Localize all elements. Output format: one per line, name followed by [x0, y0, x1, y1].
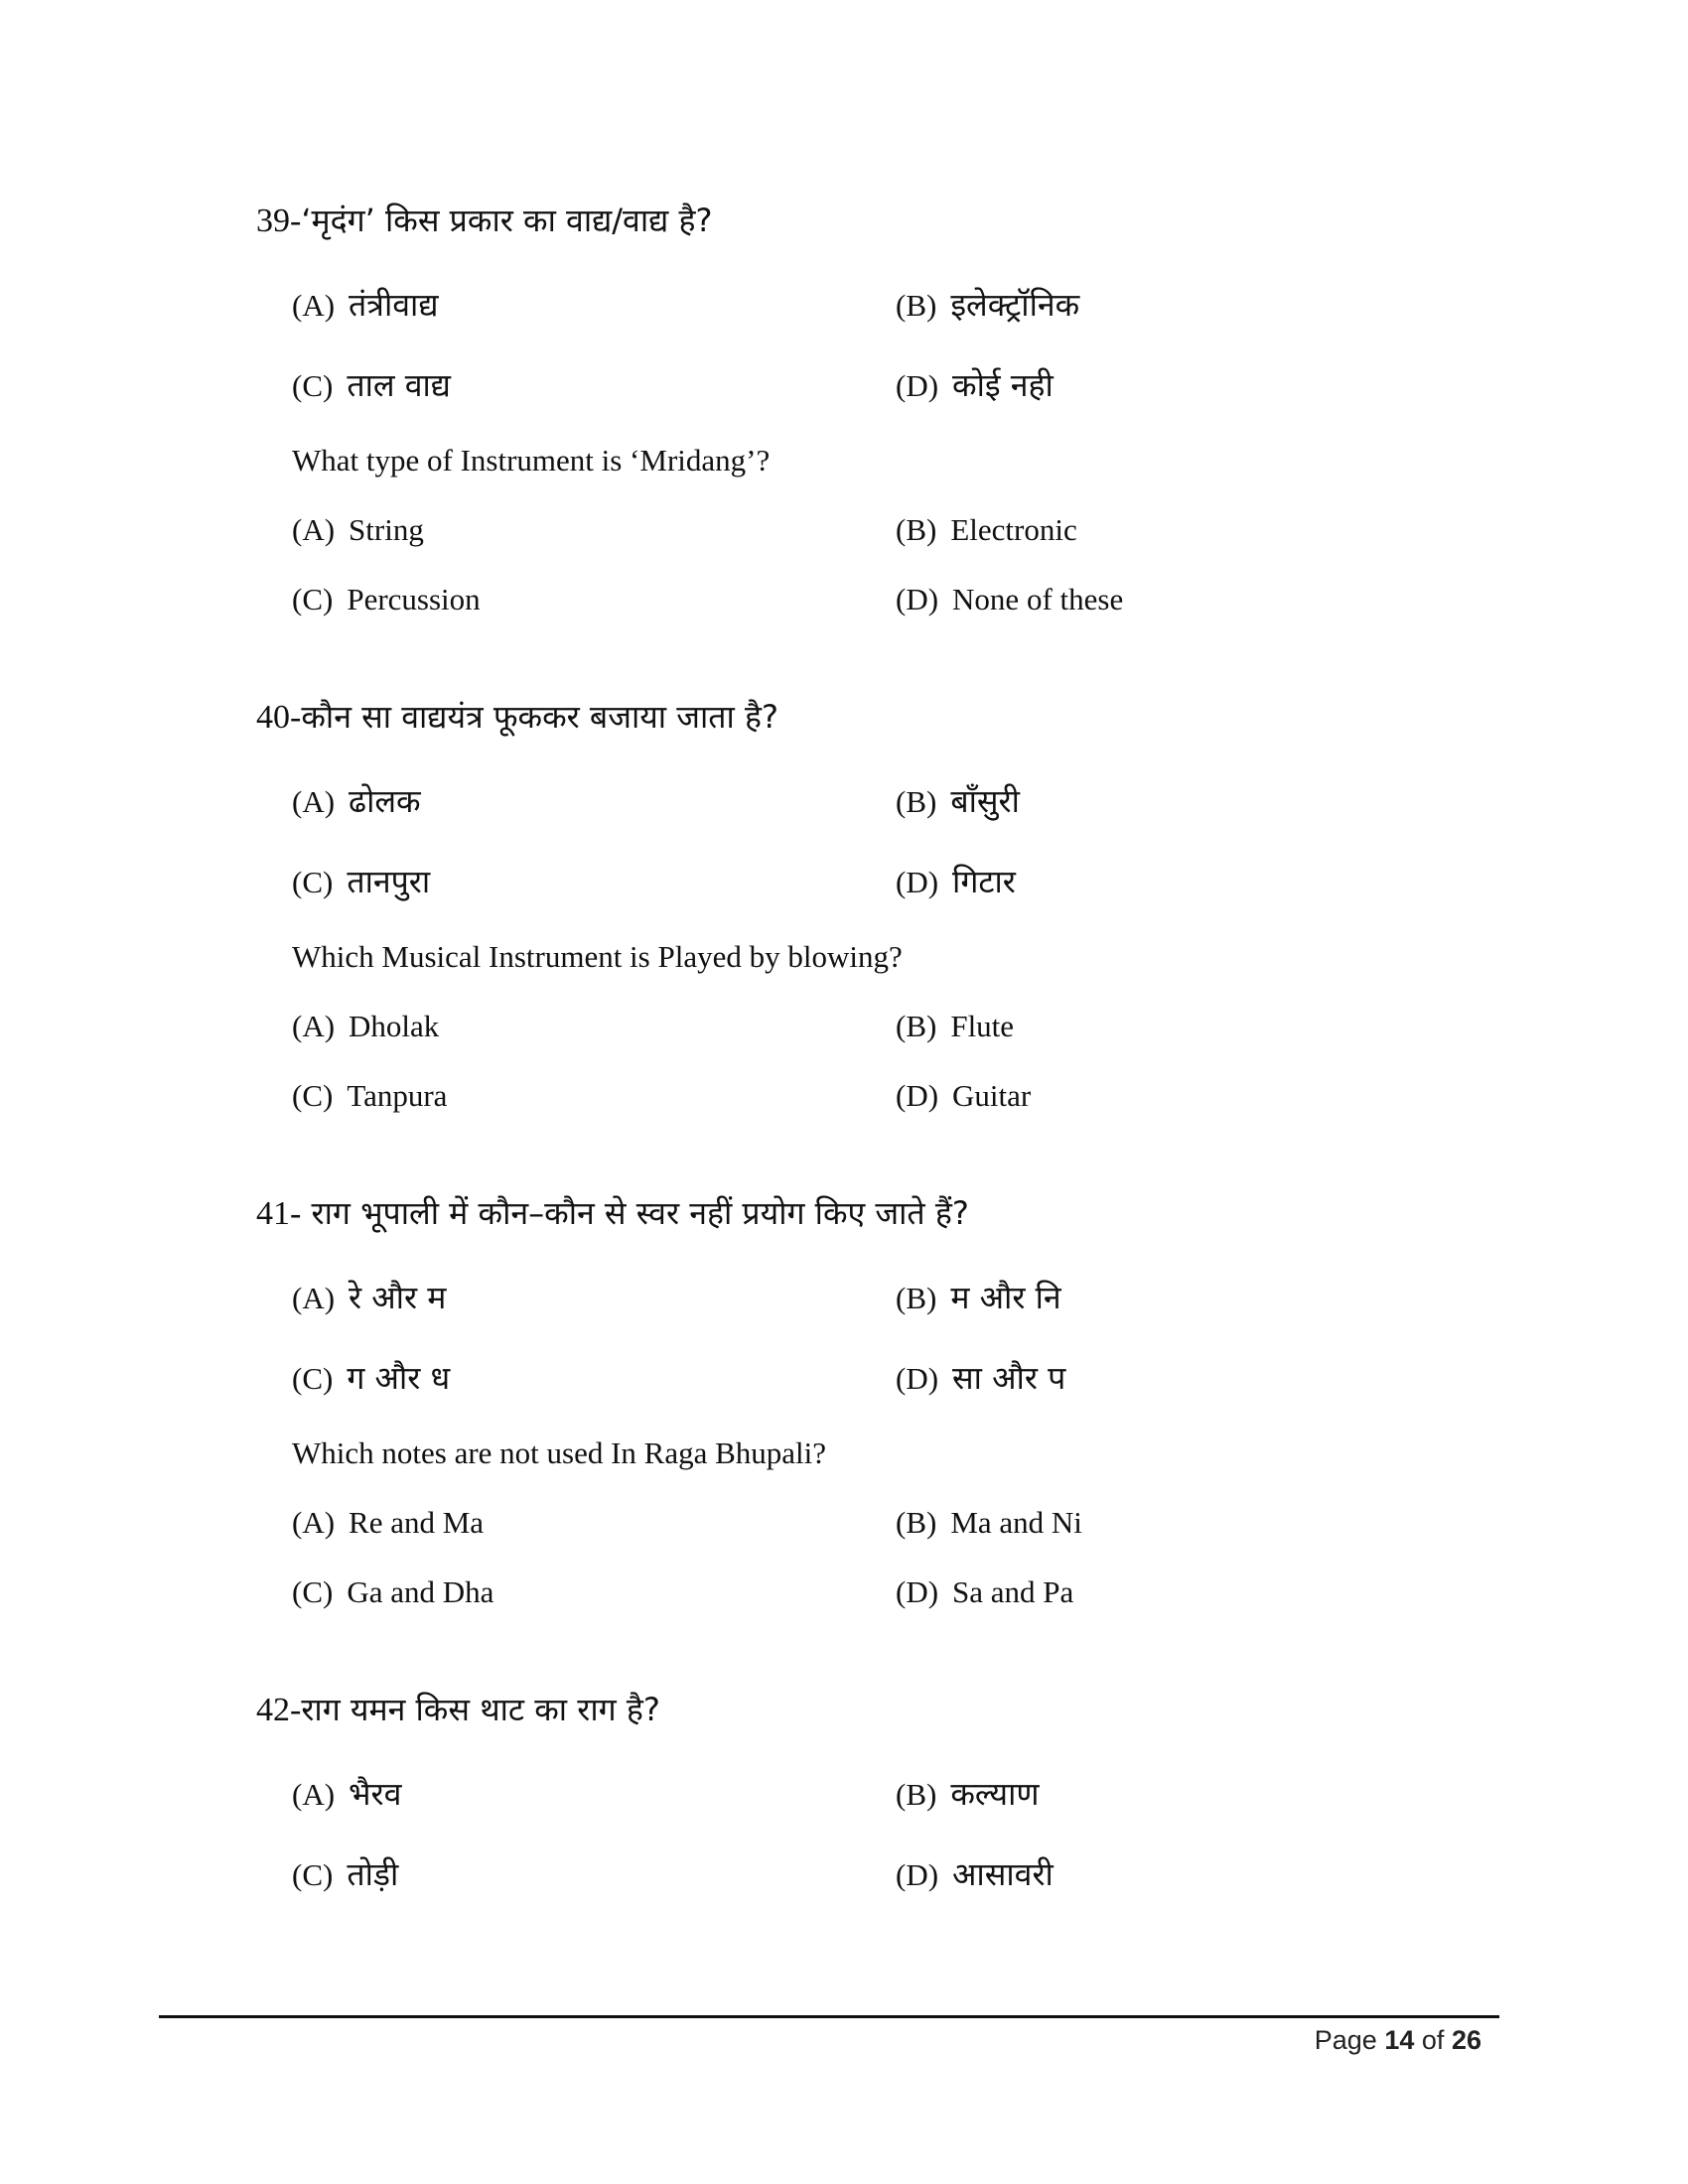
option-english-a: (A) Dholak	[292, 1009, 440, 1043]
question-number: 39-	[256, 203, 302, 239]
option-hindi-d: (D) कोई नही	[896, 366, 1054, 404]
option-english-a: (A) Re and Ma	[292, 1505, 485, 1540]
option-hindi-b: (B) बाँसुरी	[896, 782, 1020, 820]
option-hindi-a: (A) ढोलक	[292, 782, 421, 820]
option-english-c: (C) Percussion	[292, 582, 481, 616]
question-hindi-text: कौन सा वाद्ययंत्र फूककर बजाया जाता है?	[301, 698, 778, 736]
option-english-a: (A) String	[292, 512, 424, 547]
question-hindi-text: राग यमन किस थाट का राग है?	[301, 1691, 660, 1728]
page-word: Page	[1314, 2025, 1377, 2055]
question-hindi	[256, 1191, 969, 1234]
option-hindi-c: (C) ताल वाद्य	[292, 366, 451, 404]
option-hindi-d: (D) आसावरी	[896, 1855, 1054, 1893]
option-english-b: (B) Ma and Ni	[896, 1505, 1082, 1540]
option-hindi-b: (B) इलेक्ट्रॉनिक	[896, 286, 1080, 324]
option-hindi-a: (A) तंत्रीवाद्य	[292, 286, 439, 324]
option-hindi-b: (B) कल्याण	[896, 1775, 1040, 1813]
option-hindi-b: (B) म और नि	[896, 1279, 1061, 1316]
question-number: 42-	[256, 1692, 302, 1728]
question-english: What type of Instrument is ‘Mridang’?	[292, 443, 771, 478]
option-english-d: (D) Sa and Pa	[896, 1574, 1074, 1609]
page-current: 14	[1384, 2025, 1415, 2055]
question-hindi-text: राग भूपाली में कौन–कौन से स्वर नहीं प्रयोग किए जाते हैं?	[301, 1194, 969, 1232]
question-english: Which Musical Instrument is Played by blowing?	[292, 939, 903, 974]
option-english-b: (B) Electronic	[896, 512, 1077, 547]
question-number: 41-	[256, 1195, 302, 1232]
option-hindi-a: (A) रे और म	[292, 1279, 447, 1316]
page-footer	[1315, 2025, 1481, 2056]
option-hindi-d: (D) गिटार	[896, 863, 1016, 900]
question-hindi	[256, 695, 778, 738]
option-hindi-a: (A) भैरव	[292, 1775, 402, 1813]
option-english-d: (D) Guitar	[896, 1078, 1032, 1113]
question-hindi	[256, 199, 712, 241]
option-hindi-c: (C) ग और ध	[292, 1359, 451, 1397]
question-english: Which notes are not used In Raga Bhupali?	[292, 1435, 827, 1470]
option-hindi-c: (C) तानपुरा	[292, 863, 431, 900]
footer-divider	[159, 2015, 1499, 2018]
of-word: of	[1421, 2025, 1445, 2055]
question-hindi-text: ‘मृदंग’ किस प्रकार का वाद्य/वाद्य है?	[301, 202, 713, 239]
option-hindi-d: (D) सा और प	[896, 1359, 1066, 1397]
option-english-c: (C) Ga and Dha	[292, 1574, 494, 1609]
question-hindi	[256, 1688, 660, 1730]
option-english-d: (D) None of these	[896, 582, 1124, 616]
option-english-c: (C) Tanpura	[292, 1078, 448, 1113]
question-number: 40-	[256, 699, 302, 736]
page-total: 26	[1451, 2025, 1481, 2055]
option-hindi-c: (C) तोड़ी	[292, 1855, 399, 1893]
option-english-b: (B) Flute	[896, 1009, 1015, 1043]
